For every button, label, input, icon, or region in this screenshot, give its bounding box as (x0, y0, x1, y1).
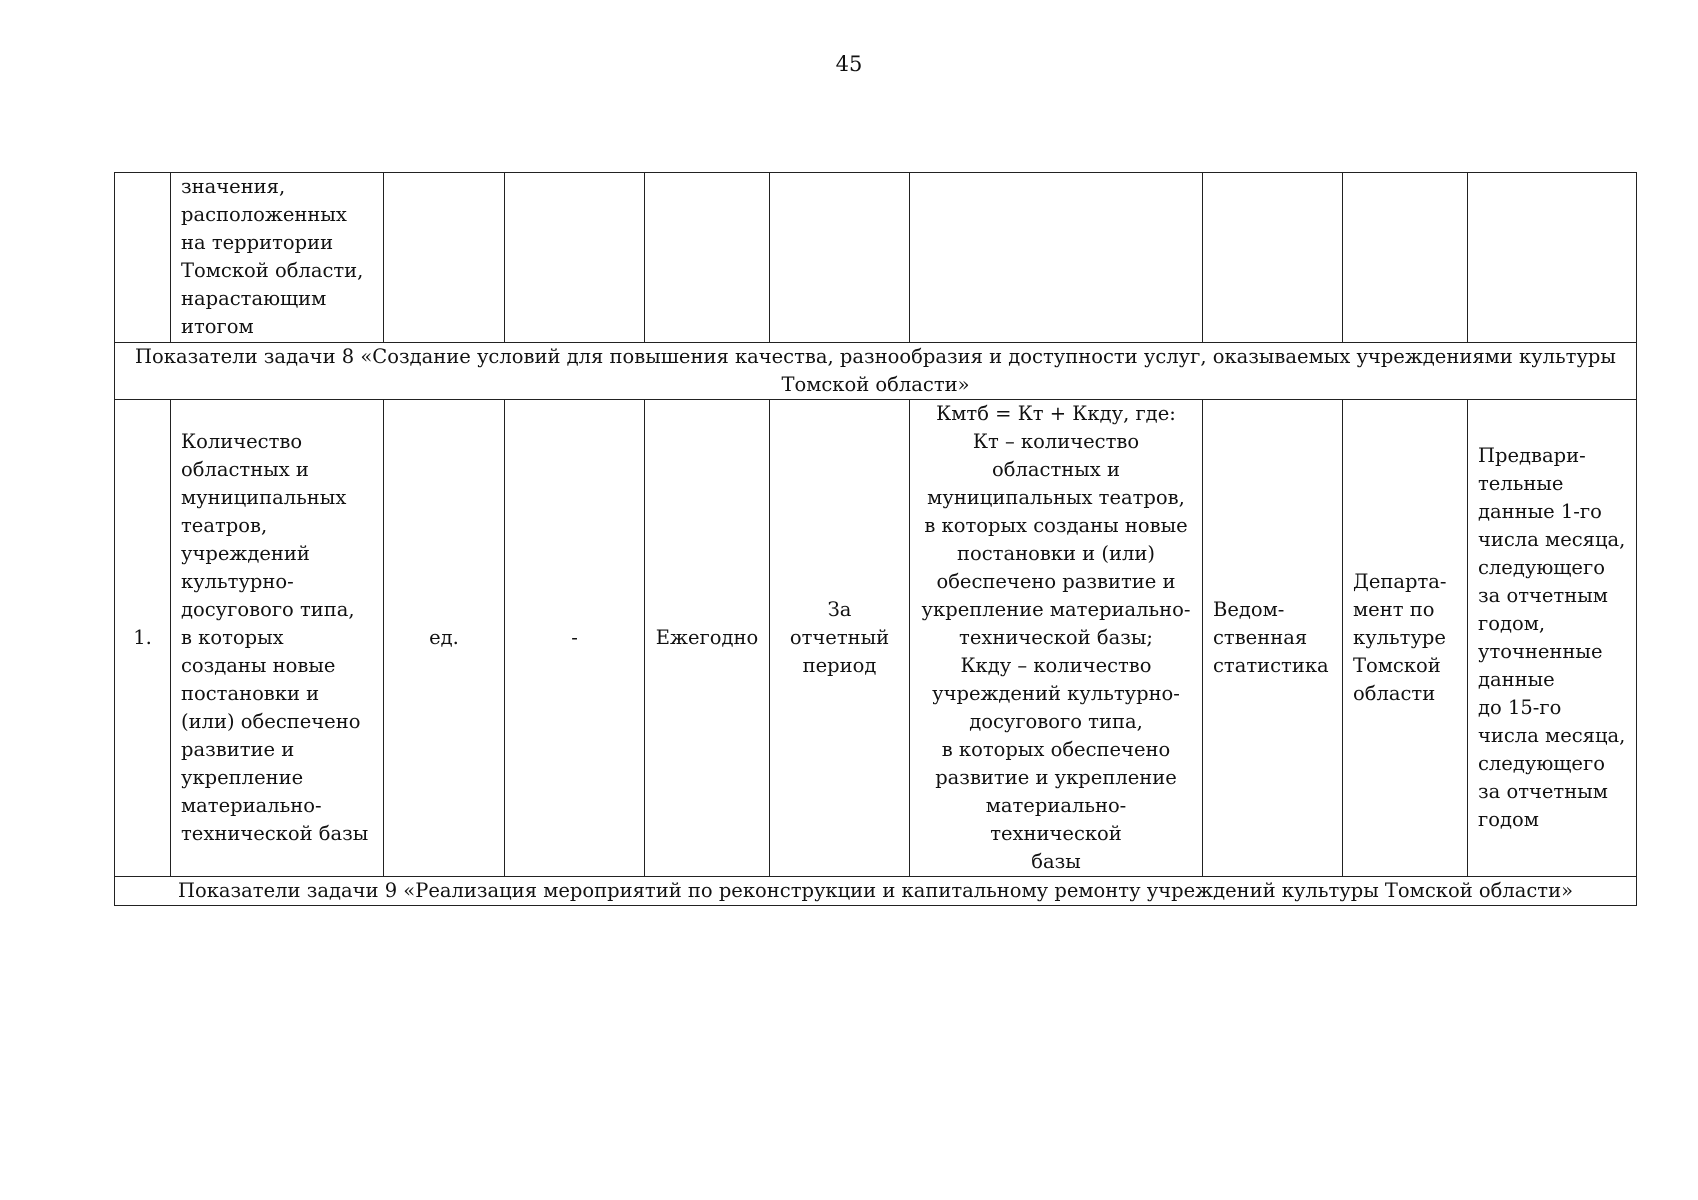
cell-indicator-name: Количество областных и муниципальных театров, учреждений культурно- досугового типа, в которых созданы новые постановки и (или) обеспечено развитие и укрепление материально- технической базы (171, 400, 384, 877)
cell-unit-empty (384, 173, 505, 343)
cell-number-empty (115, 173, 171, 343)
section-title-task-8: Показатели задачи 8 «Создание условий для повышения качества, разнообразия и доступности услуг, оказываемых учреждениями культуры Томской области» (115, 343, 1637, 400)
cell-timing: Предвари- тельные данные 1-го числа месяца, следующего за отчетным годом, уточненные данные до 15-го числа месяца, следующего за отчетным годом (1468, 400, 1637, 877)
page-number: 45 (835, 52, 863, 76)
cell-direction-empty (505, 173, 645, 343)
cell-responsible-empty (1343, 173, 1468, 343)
section-header-task-9 (115, 877, 1637, 906)
section-header-task-8 (115, 343, 1637, 400)
table-row-continued (115, 173, 1637, 343)
cell-indicator-name-continued: значения, расположенных на территории Томской области, нарастающим итогом (171, 173, 384, 343)
cell-frequency: Ежегодно (645, 400, 770, 877)
cell-period: За отчетный период (770, 400, 910, 877)
cell-method-empty (1203, 173, 1343, 343)
cell-timing-empty (1468, 173, 1637, 343)
cell-unit: ед. (384, 400, 505, 877)
indicators-table (114, 172, 1637, 906)
cell-formula-empty (910, 173, 1203, 343)
section-title-task-9: Показатели задачи 9 «Реализация мероприятий по реконструкции и капитальному ремонту учреждений культуры Томской области» (115, 877, 1637, 906)
cell-collection-method: Ведом- ственная статистика (1203, 400, 1343, 877)
cell-row-number: 1. (115, 400, 171, 877)
cell-responsible: Департа- мент по культуре Томской области (1343, 400, 1468, 877)
cell-frequency-empty (645, 173, 770, 343)
table-row (115, 400, 1637, 877)
cell-period-empty (770, 173, 910, 343)
cell-direction: - (505, 400, 645, 877)
cell-formula: Кмтб = Кт + Ккду, где: Кт – количество областных и муниципальных театров, в которых созданы новые постановки и (или) обеспечено развитие и укрепление материально- технической базы; Ккду – количество учреждений культурно- досугового типа, в которых обеспечено развитие и укрепление материально-технической базы (910, 400, 1203, 877)
